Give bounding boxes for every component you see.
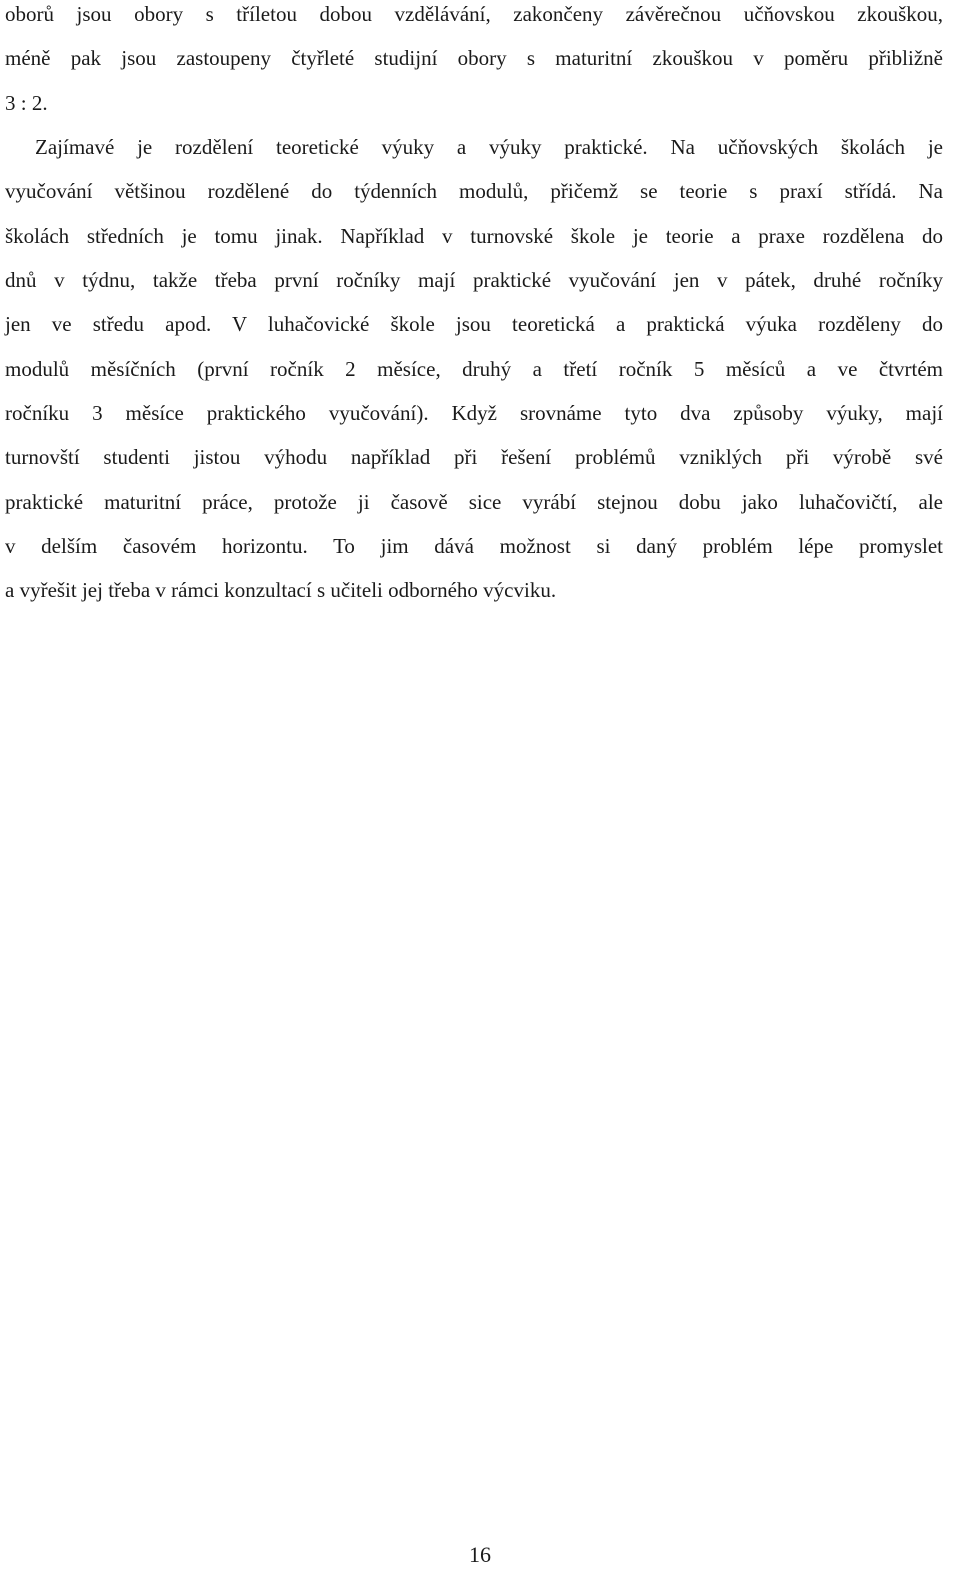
text-line: školách středních je tomu jinak. Například v turnovské škole je teorie a praxe rozdělena do xyxy=(5,224,943,248)
text-line: Zajímavé je rozdělení teoretické výuky a výuky praktické. Na učňovských školách je xyxy=(35,135,943,159)
text-line: dnů v týdnu, takže třeba první ročníky mají praktické vyučování jen v pátek, druhé ročníky xyxy=(5,268,943,292)
text-line: a vyřešit jej třeba v rámci konzultací s učiteli odborného výcviku. xyxy=(5,578,557,602)
page-number: 16 xyxy=(469,1542,491,1567)
text-line: méně pak jsou zastoupeny čtyřleté studijní obory s maturitní zkouškou v poměru přibližně xyxy=(5,46,943,70)
text-line: praktické maturitní práce, protože ji časově sice vyrábí stejnou dobu jako luhačovičtí, ale xyxy=(5,490,943,514)
text-line: v delším časovém horizontu. To jim dává možnost si daný problém lépe promyslet xyxy=(5,534,943,558)
text-line: turnovští studenti jistou výhodu například při řešení problémů vzniklých při výrobě své xyxy=(5,445,943,469)
text-line: 3 : 2. xyxy=(5,91,48,115)
text-line: ročníku 3 měsíce praktického vyučování). Když srovnáme tyto dva způsoby výuky, mají xyxy=(5,401,943,425)
text-line: oborů jsou obory s tříletou dobou vzdělávání, zakončeny závěrečnou učňovskou zkouškou, xyxy=(5,2,943,26)
text-line: jen ve středu apod. V luhačovické škole jsou teoretická a praktická výuka rozděleny do xyxy=(5,312,943,336)
text-line: modulů měsíčních (první ročník 2 měsíce, druhý a třetí ročník 5 měsíců a ve čtvrtém xyxy=(5,357,943,381)
text-line: vyučování většinou rozdělené do týdenních modulů, přičemž se teorie s praxí střídá. Na xyxy=(5,179,943,203)
